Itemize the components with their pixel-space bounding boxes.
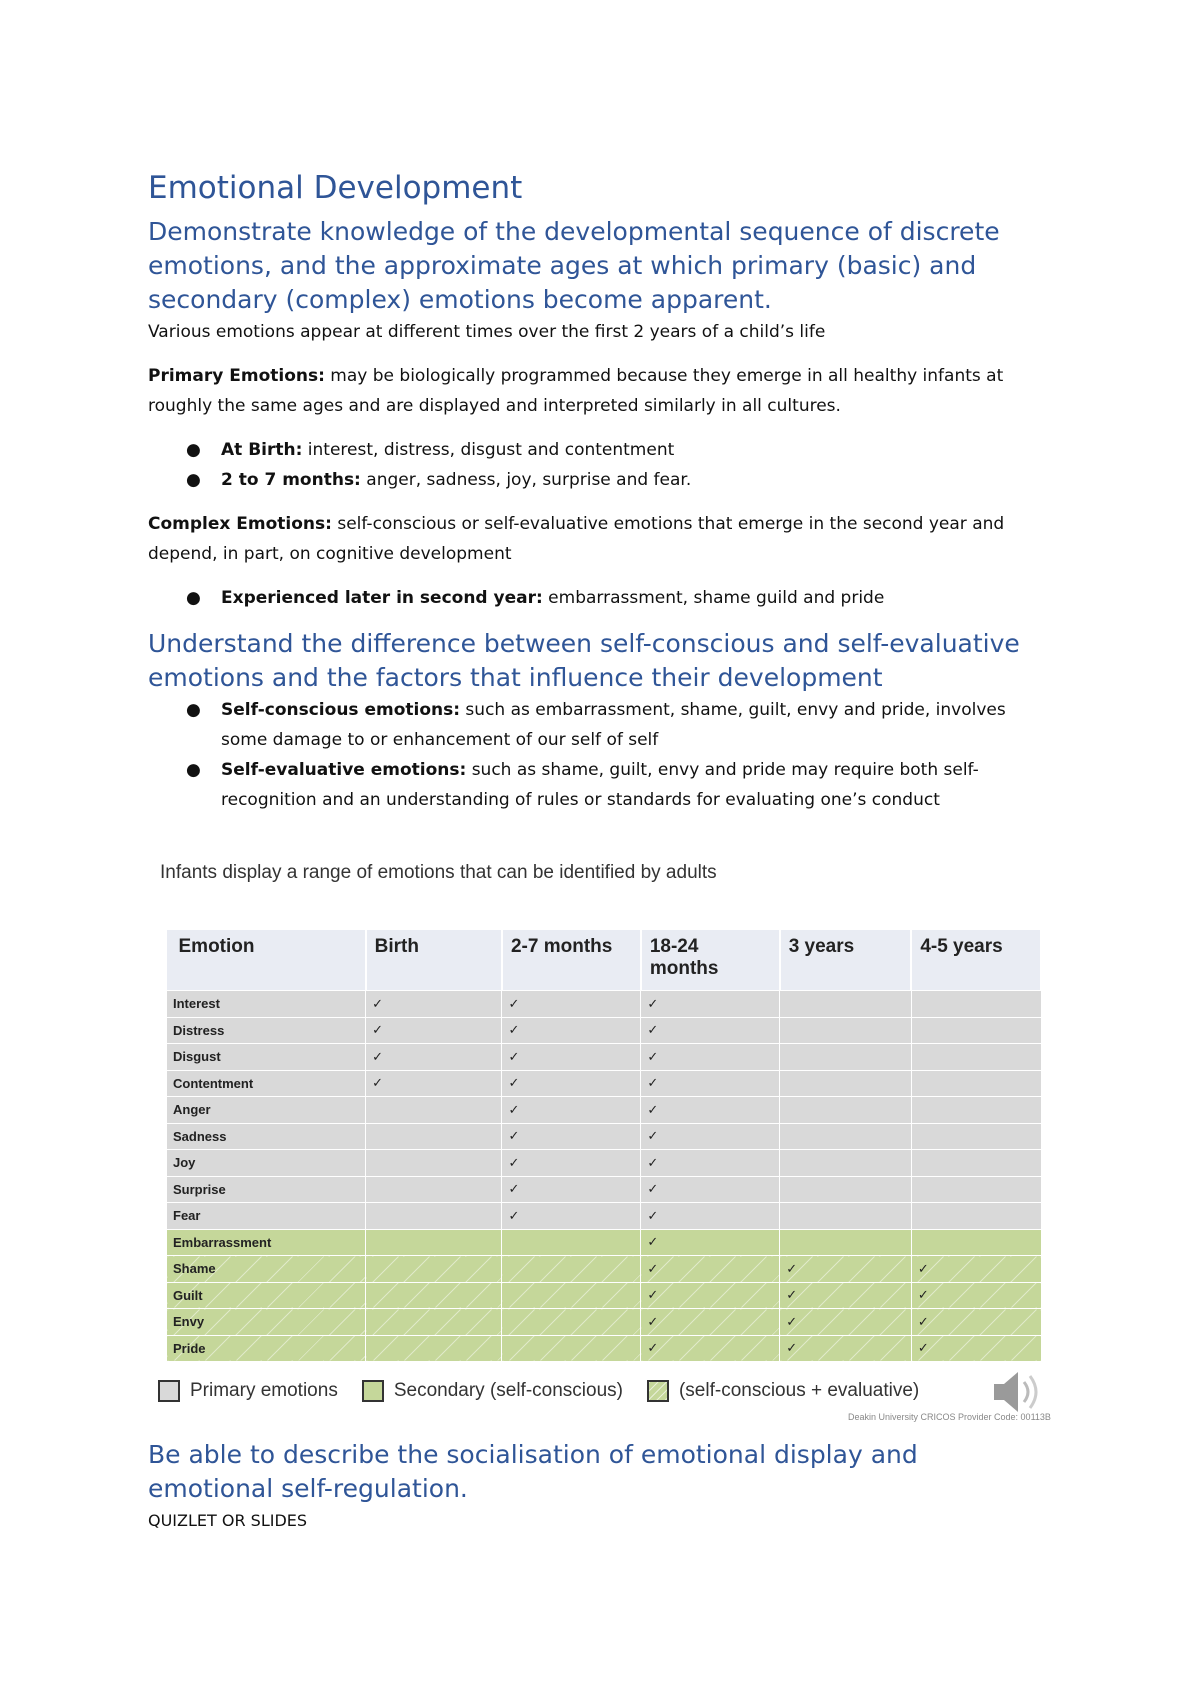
table-cell: [780, 1097, 912, 1124]
list-item: ● Self-evaluative emotions: such as shame, guilt, envy and pride may require both self-recognition and an understanding of rules or standards for evaluating one’s conduct: [148, 755, 1048, 815]
complex-emotions-paragraph: Complex Emotions: self-conscious or self-evaluative emotions that emerge in the second year and depend, in part, on cognitive development: [148, 514, 1005, 565]
check-icon: ✓: [372, 1075, 383, 1091]
footer-text: QUIZLET OR SLIDES: [148, 1511, 308, 1530]
table-cell: [641, 1256, 780, 1283]
primary-bullets: [148, 435, 1048, 495]
table-cell: [911, 1070, 1041, 1097]
check-icon: ✓: [786, 1260, 798, 1276]
table-cell: [641, 1176, 780, 1203]
table-cell: [502, 1229, 641, 1256]
emotion-name-cell: Anger: [167, 1097, 366, 1124]
table-cell: [641, 1123, 780, 1150]
table-cell: [366, 1017, 502, 1044]
bullet-icon: ●: [186, 700, 201, 721]
check-icon: ✓: [508, 1075, 520, 1091]
table-cell: [502, 1256, 641, 1283]
check-icon: ✓: [647, 1154, 659, 1170]
section-heading-self-conscious: Understand the difference between self-conscious and self-evaluative emotions and the factors that influence their development: [148, 629, 1020, 693]
table-cell: [911, 1203, 1041, 1230]
table-cell: [502, 1282, 641, 1309]
table-row: [167, 1097, 1042, 1124]
check-icon: ✓: [372, 1022, 383, 1038]
table-cell: [780, 1017, 912, 1044]
table-cell: [780, 1256, 912, 1283]
list-item: ● At Birth: interest, distress, disgust and contentment: [148, 435, 1048, 465]
page-title: Emotional Development: [148, 170, 523, 206]
bullet-icon: ●: [186, 440, 201, 461]
table-cell: [502, 1017, 641, 1044]
emotion-name-cell: Embarrassment: [167, 1229, 366, 1256]
emotion-name-cell: Distress: [167, 1017, 366, 1044]
table-cell: [780, 1309, 912, 1336]
table-cell: [911, 1282, 1041, 1309]
check-icon: ✓: [786, 1287, 798, 1303]
column-header: 4-5 years: [911, 930, 1041, 991]
check-icon: ✓: [917, 1313, 929, 1329]
emotions-slide-image: [148, 862, 1068, 1422]
table-cell: [641, 991, 780, 1018]
table-row: [167, 1203, 1042, 1230]
check-icon: ✓: [372, 995, 383, 1011]
table-cell: [641, 1203, 780, 1230]
check-icon: ✓: [647, 1207, 659, 1223]
emotions-table-body: [167, 991, 1042, 1362]
legend-swatch: [647, 1380, 669, 1402]
column-header: 18-24 months: [641, 930, 780, 991]
table-cell: [641, 1282, 780, 1309]
table-cell: [502, 1070, 641, 1097]
table-cell: [366, 1282, 502, 1309]
table-cell: [911, 1017, 1041, 1044]
table-cell: [911, 1256, 1041, 1283]
table-row: [167, 1123, 1042, 1150]
check-icon: ✓: [508, 995, 520, 1011]
table-cell: [780, 1044, 912, 1071]
emotion-name-cell: Interest: [167, 991, 366, 1018]
check-icon: ✓: [647, 1128, 659, 1144]
check-icon: ✓: [508, 1048, 520, 1064]
emotion-name-cell: Envy: [167, 1309, 366, 1336]
emotion-name-cell: Shame: [167, 1256, 366, 1283]
table-cell: [911, 1044, 1041, 1071]
table-row: [167, 1150, 1042, 1177]
table-row: [167, 1282, 1042, 1309]
section-heading-socialisation: Be able to describe the socialisation of emotional display and emotional self-regulation.: [148, 1440, 918, 1503]
table-row: [167, 1070, 1042, 1097]
check-icon: ✓: [647, 1048, 659, 1064]
check-icon: ✓: [647, 1181, 659, 1197]
column-header: Birth: [366, 930, 502, 991]
table-cell: [641, 1044, 780, 1071]
check-icon: ✓: [508, 1128, 520, 1144]
table-cell: [502, 1150, 641, 1177]
check-icon: ✓: [917, 1340, 929, 1356]
table-cell: [502, 1335, 641, 1362]
table-cell: [366, 1097, 502, 1124]
table-cell: [502, 1203, 641, 1230]
table-cell: [780, 1335, 912, 1362]
check-icon: ✓: [508, 1154, 520, 1170]
legend-item-evaluative: (self-conscious + evaluative): [647, 1380, 919, 1402]
table-cell: [366, 1150, 502, 1177]
table-cell: [366, 1044, 502, 1071]
emotions-table: [166, 930, 1042, 1362]
table-cell: [780, 991, 912, 1018]
table-cell: [366, 1256, 502, 1283]
table-header-row: [167, 930, 1042, 991]
table-cell: [366, 1335, 502, 1362]
list-item: ● Experienced later in second year: embarrassment, shame guild and pride: [148, 583, 1048, 613]
check-icon: ✓: [647, 1075, 659, 1091]
table-cell: [502, 1176, 641, 1203]
table-cell: [641, 1229, 780, 1256]
legend: [158, 1380, 943, 1402]
list-item: ● 2 to 7 months: anger, sadness, joy, surprise and fear.: [148, 465, 1048, 495]
table-cell: [641, 1070, 780, 1097]
section-heading-sequence: Demonstrate knowledge of the developmental sequence of discrete emotions, and the approximate ages at which primary (basic) and secondary (complex) emotions become apparent.: [148, 217, 1000, 315]
emotion-name-cell: Surprise: [167, 1176, 366, 1203]
table-cell: [911, 1309, 1041, 1336]
table-cell: [780, 1203, 912, 1230]
table-cell: [780, 1176, 912, 1203]
bullet-icon: ●: [186, 470, 201, 491]
table-row: [167, 1309, 1042, 1336]
table-row: [167, 1229, 1042, 1256]
table-cell: [502, 1309, 641, 1336]
table-cell: [780, 1150, 912, 1177]
table-row: [167, 1017, 1042, 1044]
table-cell: [641, 1097, 780, 1124]
table-row: [167, 1044, 1042, 1071]
table-cell: [502, 1044, 641, 1071]
table-cell: [780, 1282, 912, 1309]
table-cell: [780, 1070, 912, 1097]
table-cell: [366, 1123, 502, 1150]
table-row: [167, 991, 1042, 1018]
table-cell: [366, 991, 502, 1018]
column-header: 2-7 months: [502, 930, 641, 991]
slide-caption: Infants display a range of emotions that can be identified by adults: [160, 862, 717, 883]
table-cell: [911, 1123, 1041, 1150]
document-page: [148, 170, 1048, 815]
table-cell: [641, 1335, 780, 1362]
table-cell: [641, 1150, 780, 1177]
complex-bullets: [148, 583, 1048, 613]
check-icon: ✓: [917, 1260, 929, 1276]
table-cell: [911, 1097, 1041, 1124]
table-cell: [366, 1203, 502, 1230]
check-icon: ✓: [508, 1101, 520, 1117]
table-cell: [502, 991, 641, 1018]
table-row: [167, 1256, 1042, 1283]
check-icon: ✓: [372, 1048, 383, 1064]
check-icon: ✓: [647, 1260, 659, 1276]
legend-swatch: [158, 1380, 180, 1402]
table-cell: [641, 1309, 780, 1336]
legend-item-secondary: Secondary (self-conscious): [362, 1380, 623, 1402]
emotion-name-cell: Disgust: [167, 1044, 366, 1071]
table-row: [167, 1176, 1042, 1203]
table-cell: [502, 1097, 641, 1124]
check-icon: ✓: [508, 1022, 520, 1038]
check-icon: ✓: [647, 1234, 659, 1250]
check-icon: ✓: [647, 1287, 659, 1303]
list-item: ● Self-conscious emotions: such as embarrassment, shame, guilt, envy and pride, involves some damage to or enhancement of our self of self: [148, 695, 1048, 755]
check-icon: ✓: [786, 1340, 798, 1356]
bullet-icon: ●: [186, 760, 201, 781]
legend-item-primary: Primary emotions: [158, 1380, 338, 1402]
table-cell: [911, 1176, 1041, 1203]
table-cell: [366, 1070, 502, 1097]
table-cell: [641, 1017, 780, 1044]
intro-text: Various emotions appear at different times over the first 2 years of a child’s life: [148, 322, 826, 343]
emotion-name-cell: Fear: [167, 1203, 366, 1230]
emotion-name-cell: Pride: [167, 1335, 366, 1362]
bullet-icon: ●: [186, 588, 201, 609]
table-cell: [911, 1150, 1041, 1177]
table-cell: [780, 1229, 912, 1256]
table-cell: [366, 1309, 502, 1336]
column-header: Emotion: [167, 930, 366, 991]
column-header: 3 years: [780, 930, 912, 991]
legend-swatch: [362, 1380, 384, 1402]
check-icon: ✓: [647, 1101, 659, 1117]
check-icon: ✓: [508, 1207, 520, 1223]
emotion-name-cell: Joy: [167, 1150, 366, 1177]
check-icon: ✓: [786, 1313, 798, 1329]
emotion-name-cell: Guilt: [167, 1282, 366, 1309]
check-icon: ✓: [917, 1287, 929, 1303]
check-icon: ✓: [647, 1313, 659, 1329]
table-cell: [780, 1123, 912, 1150]
table-cell: [366, 1229, 502, 1256]
table-cell: [911, 1335, 1041, 1362]
primary-emotions-paragraph: Primary Emotions: may be biologically programmed because they emerge in all healthy infants at roughly the same ages and are displayed and interpreted similarly in all cultures.: [148, 366, 1004, 417]
check-icon: ✓: [647, 1022, 659, 1038]
emotion-name-cell: Contentment: [167, 1070, 366, 1097]
table-cell: [502, 1123, 641, 1150]
table-cell: [366, 1176, 502, 1203]
self-bullets: [148, 695, 1048, 815]
table-row: [167, 1335, 1042, 1362]
check-icon: ✓: [647, 1340, 659, 1356]
emotion-name-cell: Sadness: [167, 1123, 366, 1150]
table-cell: [911, 1229, 1041, 1256]
table-cell: [911, 991, 1041, 1018]
bottom-section: [148, 1438, 1048, 1536]
check-icon: ✓: [508, 1181, 520, 1197]
check-icon: ✓: [647, 995, 659, 1011]
provider-code: Deakin University CRICOS Provider Code: 00113B: [848, 1412, 1051, 1422]
